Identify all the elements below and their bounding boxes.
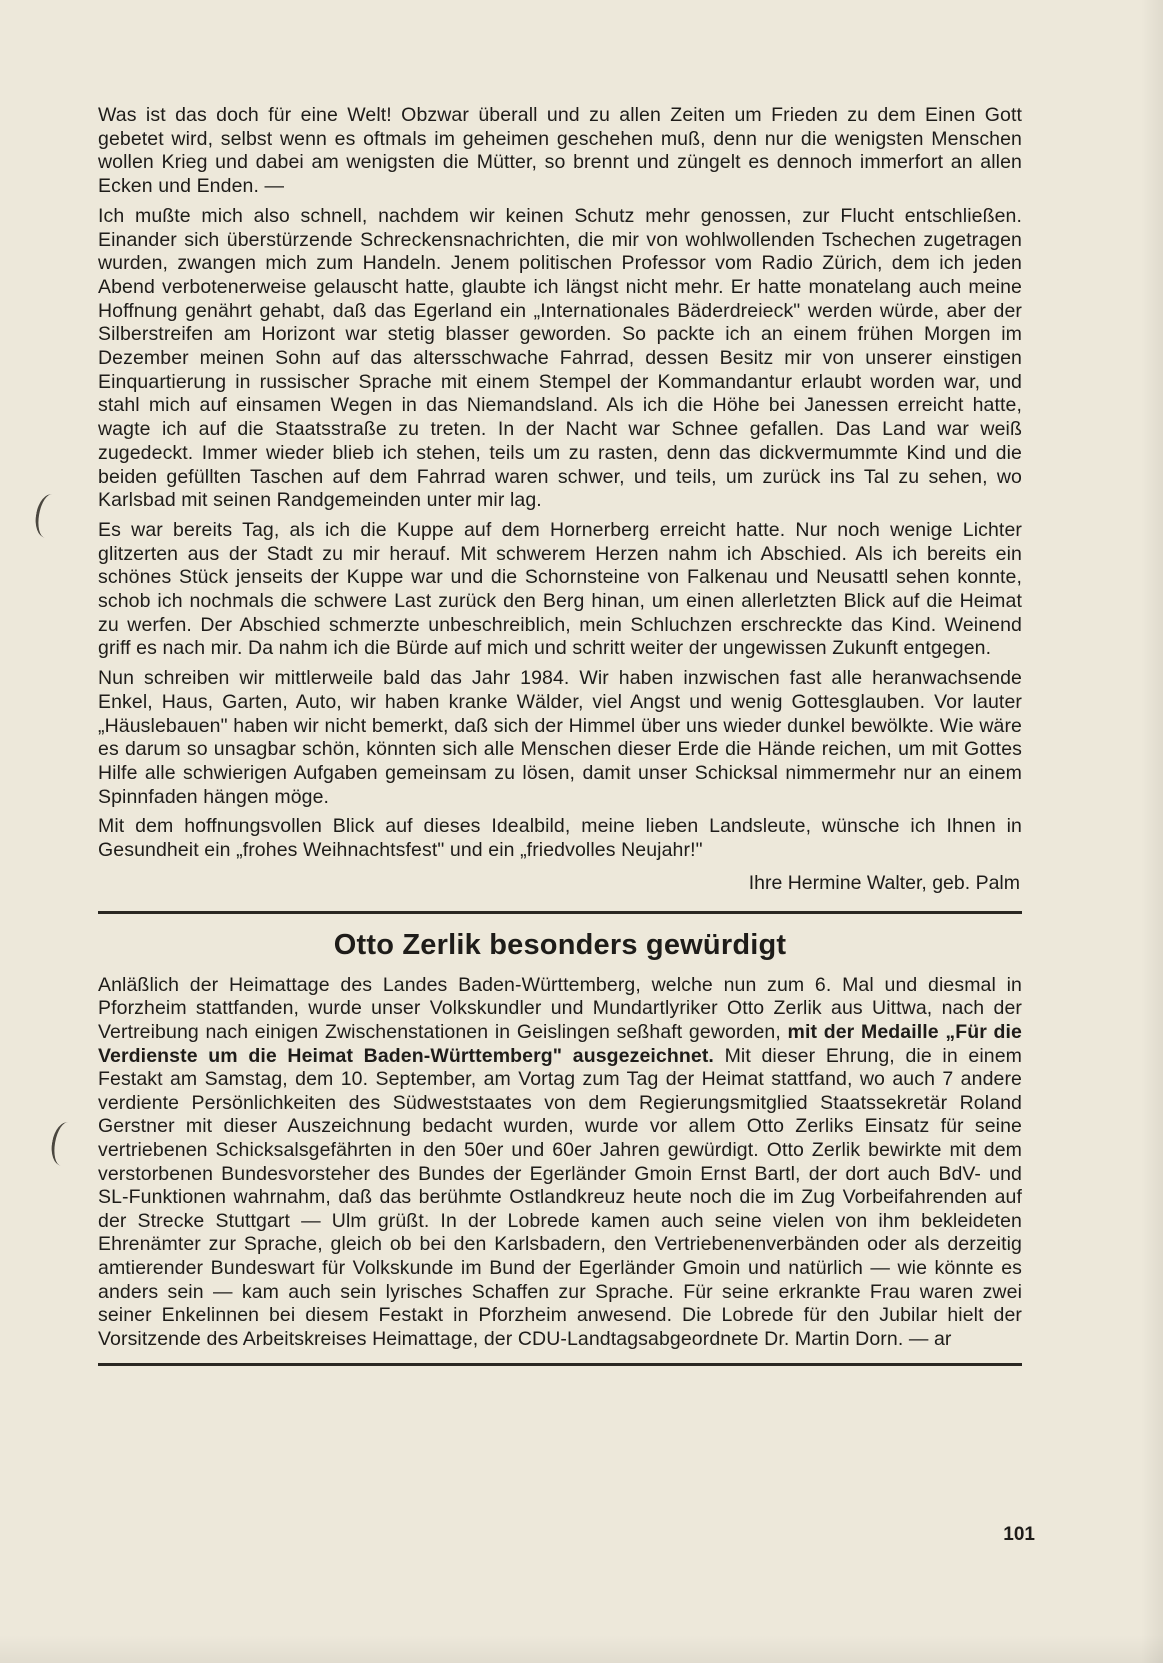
- article-body: [98, 974, 1022, 1352]
- letter-signature: Ihre Hermine Walter, geb. Palm: [748, 871, 1020, 894]
- page-number: 101: [1003, 1524, 1035, 1545]
- article-title: Otto Zerlik besonders gewürdigt: [333, 928, 787, 961]
- page-bottom-shadow: [0, 1635, 1163, 1663]
- article-section: [98, 928, 1022, 1352]
- punch-hole-mark: [48, 1120, 80, 1168]
- letter-paragraph: Nun schreiben wir mittlerweile bald das Jahr 1984. Wir haben inzwischen fast alle heranwachsende Enkel, Haus, Garten, Auto, wir haben kranke Wälder, viel Angst und wenig Gottesglauben. Vor lauter „Häuslebauen" haben wir nicht bemerkt, daß sich der Himmel über uns wieder dunkel bewölkte. Wie wäre es darum so unsagbar schön, könnten sich alle Menschen dieser Erde die Hände reichen, um mit Gottes Hilfe alle schwierigen Aufgaben gemeinsam zu lösen, damit unser Schicksal nimmermehr nur an einem Spinnfaden hängen möge.: [98, 667, 1022, 808]
- letter-paragraph: Ich mußte mich also schnell, nachdem wir keinen Schutz mehr genossen, zur Flucht entschließen. Einander sich überstürzende Schreckensnachrichten, die mir von wohlwollenden Tschechen zugetragen wurden, zwangen mich zum Handeln. Jenem politischen Professor vom Radio Zürich, dem ich jeden Abend verbotenerweise gelauscht hatte, glaubte ich längst nicht mehr. Er hatte monatelang auch meine Hoffnung genährt gehabt, daß das Egerland ein „Internationales Bäderdreieck" werden würde, aber der Silberstreifen am Horizont war stetig blasser geworden. So packte ich an einem frühen Morgen im Dezember meinen Sohn auf das altersschwache Fahrrad, dessen Besitz mir von unserer einstigen Einquartierung in russischer Sprache mit einem Stempel der Kommandantur erlaubt worden war, und stahl mich auf einsamen Wegen in das Niemandsland. Als ich die Höhe bei Janessen erreicht hatte, wagte ich auf die Staatsstraße zu treten. In der Nacht war Schnee gefallen. Das Land war weiß zugedeckt. Immer wieder blieb ich stehen, teils um zu rasten, denn das dickvermummte Kind und die beiden gefüllten Taschen auf dem Fahrrad waren schwer, und teils, um zurück ins Tal zu sehen, wo Karlsbad mit seinen Randgemeinden unter mir lag.: [98, 204, 1022, 512]
- section-divider: [98, 1363, 1022, 1366]
- letter-paragraph: Mit dem hoffnungsvollen Blick auf dieses Idealbild, meine lieben Landsleute, wünsche ich Ihnen in Gesundheit ein „frohes Weihnachtsfest" und ein „friedvolles Neujahr!": [98, 815, 1022, 862]
- punch-hole-mark: [32, 492, 64, 540]
- page-edge-shadow: [1141, 0, 1163, 1663]
- article-text-bold: mit der Medaille „Für die Verdienste um die Heimat Baden-Württemberg" ausgezeichnet.: [98, 1020, 1023, 1067]
- article-text: Anläßlich der Heimattage des Landes Baden-Württemberg, welche nun zum 6. Mal und diesmal in Pforzheim stattfanden, wurde unser Volkskundler und Mundartlyriker Otto Zerlik aus Uittwa, nach der Vertreibung nach einigen Zwischenstationen in Geislingen seßhaft geworden,: [98, 973, 1022, 1043]
- article-text: Mit dieser Ehrung, die in einem Festakt am Samstag, dem 10. September, am Vortag zum Tag der Heimat stattfand, wo auch 7 andere verdiente Persönlichkeiten des Südweststaates von dem Regierungsmitglied Staatssekretär Roland Gerstner mit dieser Auszeichnung bedacht wurden, wurde vor allem Otto Zerliks Einsatz für seine vertriebenen Schicksalsgefährten in den 50er und 60er Jahren gewürdigt. Otto Zerlik bewirkte mit dem verstorbenen Bundesvorsteher des Bundes der Egerländer Gmoin Ernst Bartl, der dort auch BdV- und SL-Funktionen wahrnahm, daß das berühmte Ostlandkreuz heute noch die im Zug Vorbeifahrenden auf der Strecke Stuttgart — Ulm grüßt. In der Lobrede kamen auch seine vielen von ihm bekleideten Ehrenämter zur Sprache, gleich ob bei den Karlsbadern, den Vertriebenenverbänden oder als derzeitig amtierender Bundeswart für Volkskunde im Bund der Egerländer Gmoin und natürlich — wie könnte es anders sein — kam auch sein lyrisches Schaffen zur Sprache. Für seine erkrankte Frau waren zwei seiner Enkelinnen bei diesem Festakt in Pforzheim anwesend. Die Lobrede für den Jubilar hielt der Vorsitzende des Arbeitskreises Heimattage, der CDU-Landtagsabgeordnete Dr. Martin Dorn. — ar: [98, 1044, 1022, 1350]
- section-divider: [98, 911, 1022, 914]
- page-content: [98, 104, 1022, 1366]
- letter-paragraph: Es war bereits Tag, als ich die Kuppe auf dem Hornerberg erreicht hatte. Nur noch wenige Lichter glitzerten aus der Stadt zu mir herauf. Mit schwerem Herzen nahm ich Abschied. Als ich bereits ein schönes Stück jenseits der Kuppe war und die Schornsteine von Falkenau und Neusattl sehen konnte, schob ich nochmals die schwere Last zurück den Berg hinan, um einen allerletzten Blick auf die Heimat zu werfen. Der Abschied schmerzte unbeschreiblich, mein Schluchzen erschreckte das Kind. Weinend griff es nach mir. Da nahm ich die Bürde auf mich und schritt weiter der ungewissen Zukunft entgegen.: [98, 518, 1022, 660]
- letter-section: [98, 104, 1022, 895]
- letter-paragraph: Was ist das doch für eine Welt! Obzwar überall und zu allen Zeiten um Frieden zu dem Einen Gott gebetet wird, selbst wenn es oftmals im geheimen geschehen muß, denn nur die wenigsten Menschen wollen Krieg und dabei am wenigsten die Mütter, so brennt und züngelt es dennoch immerfort an allen Ecken und Enden. —: [98, 104, 1022, 198]
